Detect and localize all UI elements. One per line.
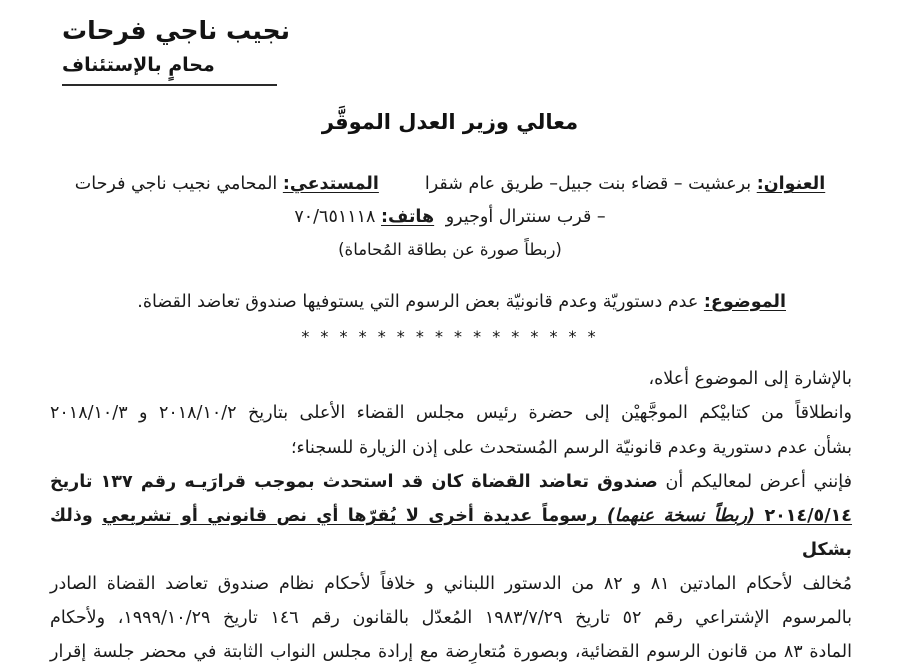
subject-line (44, 288, 856, 318)
letterhead-text (44, 0, 856, 78)
body-line-4-plain: فإنني أعرض لمعاليكم أن (657, 471, 852, 492)
body-line-6: مُخالف لأحكام المادتين ٨١ و ٨٢ من الدستور اللبناني و خلافاً لأحكام نظام صندوق تعاضد القضاة الصادر (50, 574, 853, 595)
body-line-2: وانطلاقاً من كتابيْكم الموجَّهيْن إلى حضرة رئيس مجلس القضاء الأعلى بتاريخ ٢٠١٨/١٠/٢ و ٢٠١٨/١٠/٣ (50, 403, 852, 424)
body-line-1: بالإشارة إلى الموضوع أعلاه، (648, 369, 852, 390)
body-line-4-bold: صندوق تعاضد القضاة كان قد استحدث بموجب قرارَيـه رقم ١٣٧ تاريخ (50, 471, 658, 492)
meta-row-applicant-address (44, 168, 856, 200)
lawyer-name: نجيب ناجي فرحات (62, 16, 291, 45)
body-line-5-date: ٢٠١٤/٥/١٤ (755, 505, 852, 526)
address-label: العنوان: (756, 174, 826, 195)
body-line-4 (50, 465, 852, 499)
meta-block (44, 168, 856, 265)
address-field (425, 168, 825, 200)
applicant-field (75, 168, 379, 200)
body-line-5-mid: رسوماً عديدة أخرى لا يُقرّها أي نص قانوني أو تشريعي (102, 505, 607, 526)
applicant-value: المحامي نجيب ناجي فرحات (74, 174, 278, 195)
applicant-label: المستدعي: (282, 174, 379, 195)
address-value: برعشيت – قضاء بنت جبيل– طريق عام شقرا (424, 174, 752, 195)
page-title: معالي وزير العدل الموقَّر (321, 110, 579, 135)
phone-value: ٧٠/٦٥١١١٨ (294, 206, 376, 227)
body-line-7: بالمرسوم الإشتراعي رقم ٥٢ تاريخ ١٩٨٣/٧/٢٩ المُعدّل بالقانون رقم ١٤٦ تاريخ ١٩٩٩/١٠/٢٩، ولأحكام (50, 608, 852, 629)
subject-value: عدم دستوريّة وعدم قانونيّة بعض الرسوم التي يستوفيها صندوق تعاضد القضاة. (137, 291, 699, 312)
letterhead-rule (62, 84, 277, 86)
letterhead (44, 0, 856, 86)
address-cont: – قرب سنترال أوجيرو (445, 206, 606, 227)
phone-label: هاتف: (381, 206, 435, 227)
attachment-note: (ربطاً صورة عن بطاقة المُحاماة) (338, 240, 562, 260)
body-line-5-paren: (ربطاً نسخة عنهما) (606, 505, 756, 526)
body-line-5-end: وذلك بشكل (50, 505, 852, 560)
section-divider: * * * * * * * * * * * * * * * * (301, 327, 599, 347)
body-line-3: بشأن عدم دستورية وعدم قانونيّة الرسم المُستحدث على إذن الزيارة للسجناء؛ (290, 437, 852, 458)
body-line-8: المادة ٨٣ من قانون الرسوم القضائية، وبصورة مُتعارِضة مع إرادة مجلس النواب الثابتة في محضر جلسة إقرار (50, 642, 852, 663)
subject-label: الموضوع: (703, 291, 786, 312)
body-line-5 (50, 499, 852, 567)
meta-row-phone (44, 201, 856, 233)
body-text (44, 362, 856, 669)
lawyer-title: محامٍ بالإستئناف (62, 53, 215, 76)
